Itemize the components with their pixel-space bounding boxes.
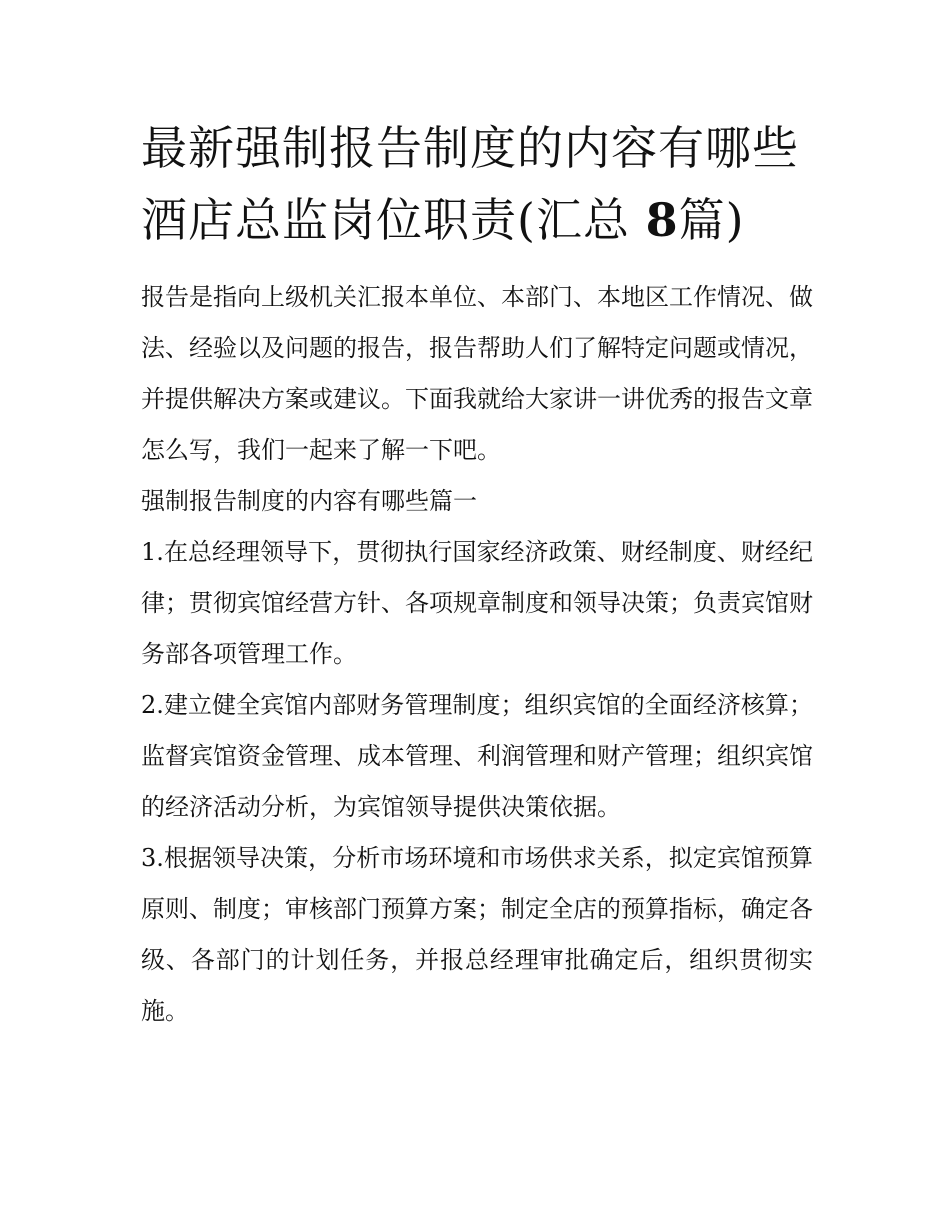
duty-item-1: 1.在总经理领导下，贯彻执行国家经济政策、财经制度、财经纪律；贯彻宾馆经营方针、各项规章制度和领导决策；负责宾馆财务部各项管理工作。 xyxy=(141,538,813,668)
document-title xyxy=(141,112,813,256)
document-body xyxy=(141,272,813,1037)
section-heading: 强制报告制度的内容有哪些篇一 xyxy=(141,487,477,515)
duty-item-2: 2.建立健全宾馆内部财务管理制度；组织宾馆的全面经济核算；监督宾馆资金管理、成本管理、利润管理和财产管理；组织宾馆的经济活动分析，为宾馆领导提供决策依据。 xyxy=(141,691,813,821)
intro-paragraph: 报告是指向上级机关汇报本单位、本部门、本地区工作情况、做法、经验以及问题的报告，报告帮助人们了解特定问题或情况，并提供解决方案或建议。下面我就给大家讲一讲优秀的报告文章怎么写，我们一起来了解一下吧。 xyxy=(141,283,813,464)
title-number: 8 xyxy=(645,193,679,247)
title-text-end: 篇) xyxy=(678,193,745,247)
title-text: 最新强制报告制度的内容有哪些 酒店总监岗位职责(汇总 xyxy=(141,121,799,247)
duty-item-3: 3.根据领导决策，分析市场环境和市场供求关系，拟定宾馆预算原则、制度；审核部门预算方案；制定全店的预算指标，确定各级、各部门的计划任务，并报总经理审批确定后，组织贯彻实施。 xyxy=(141,844,813,1025)
document-content xyxy=(141,112,813,1037)
